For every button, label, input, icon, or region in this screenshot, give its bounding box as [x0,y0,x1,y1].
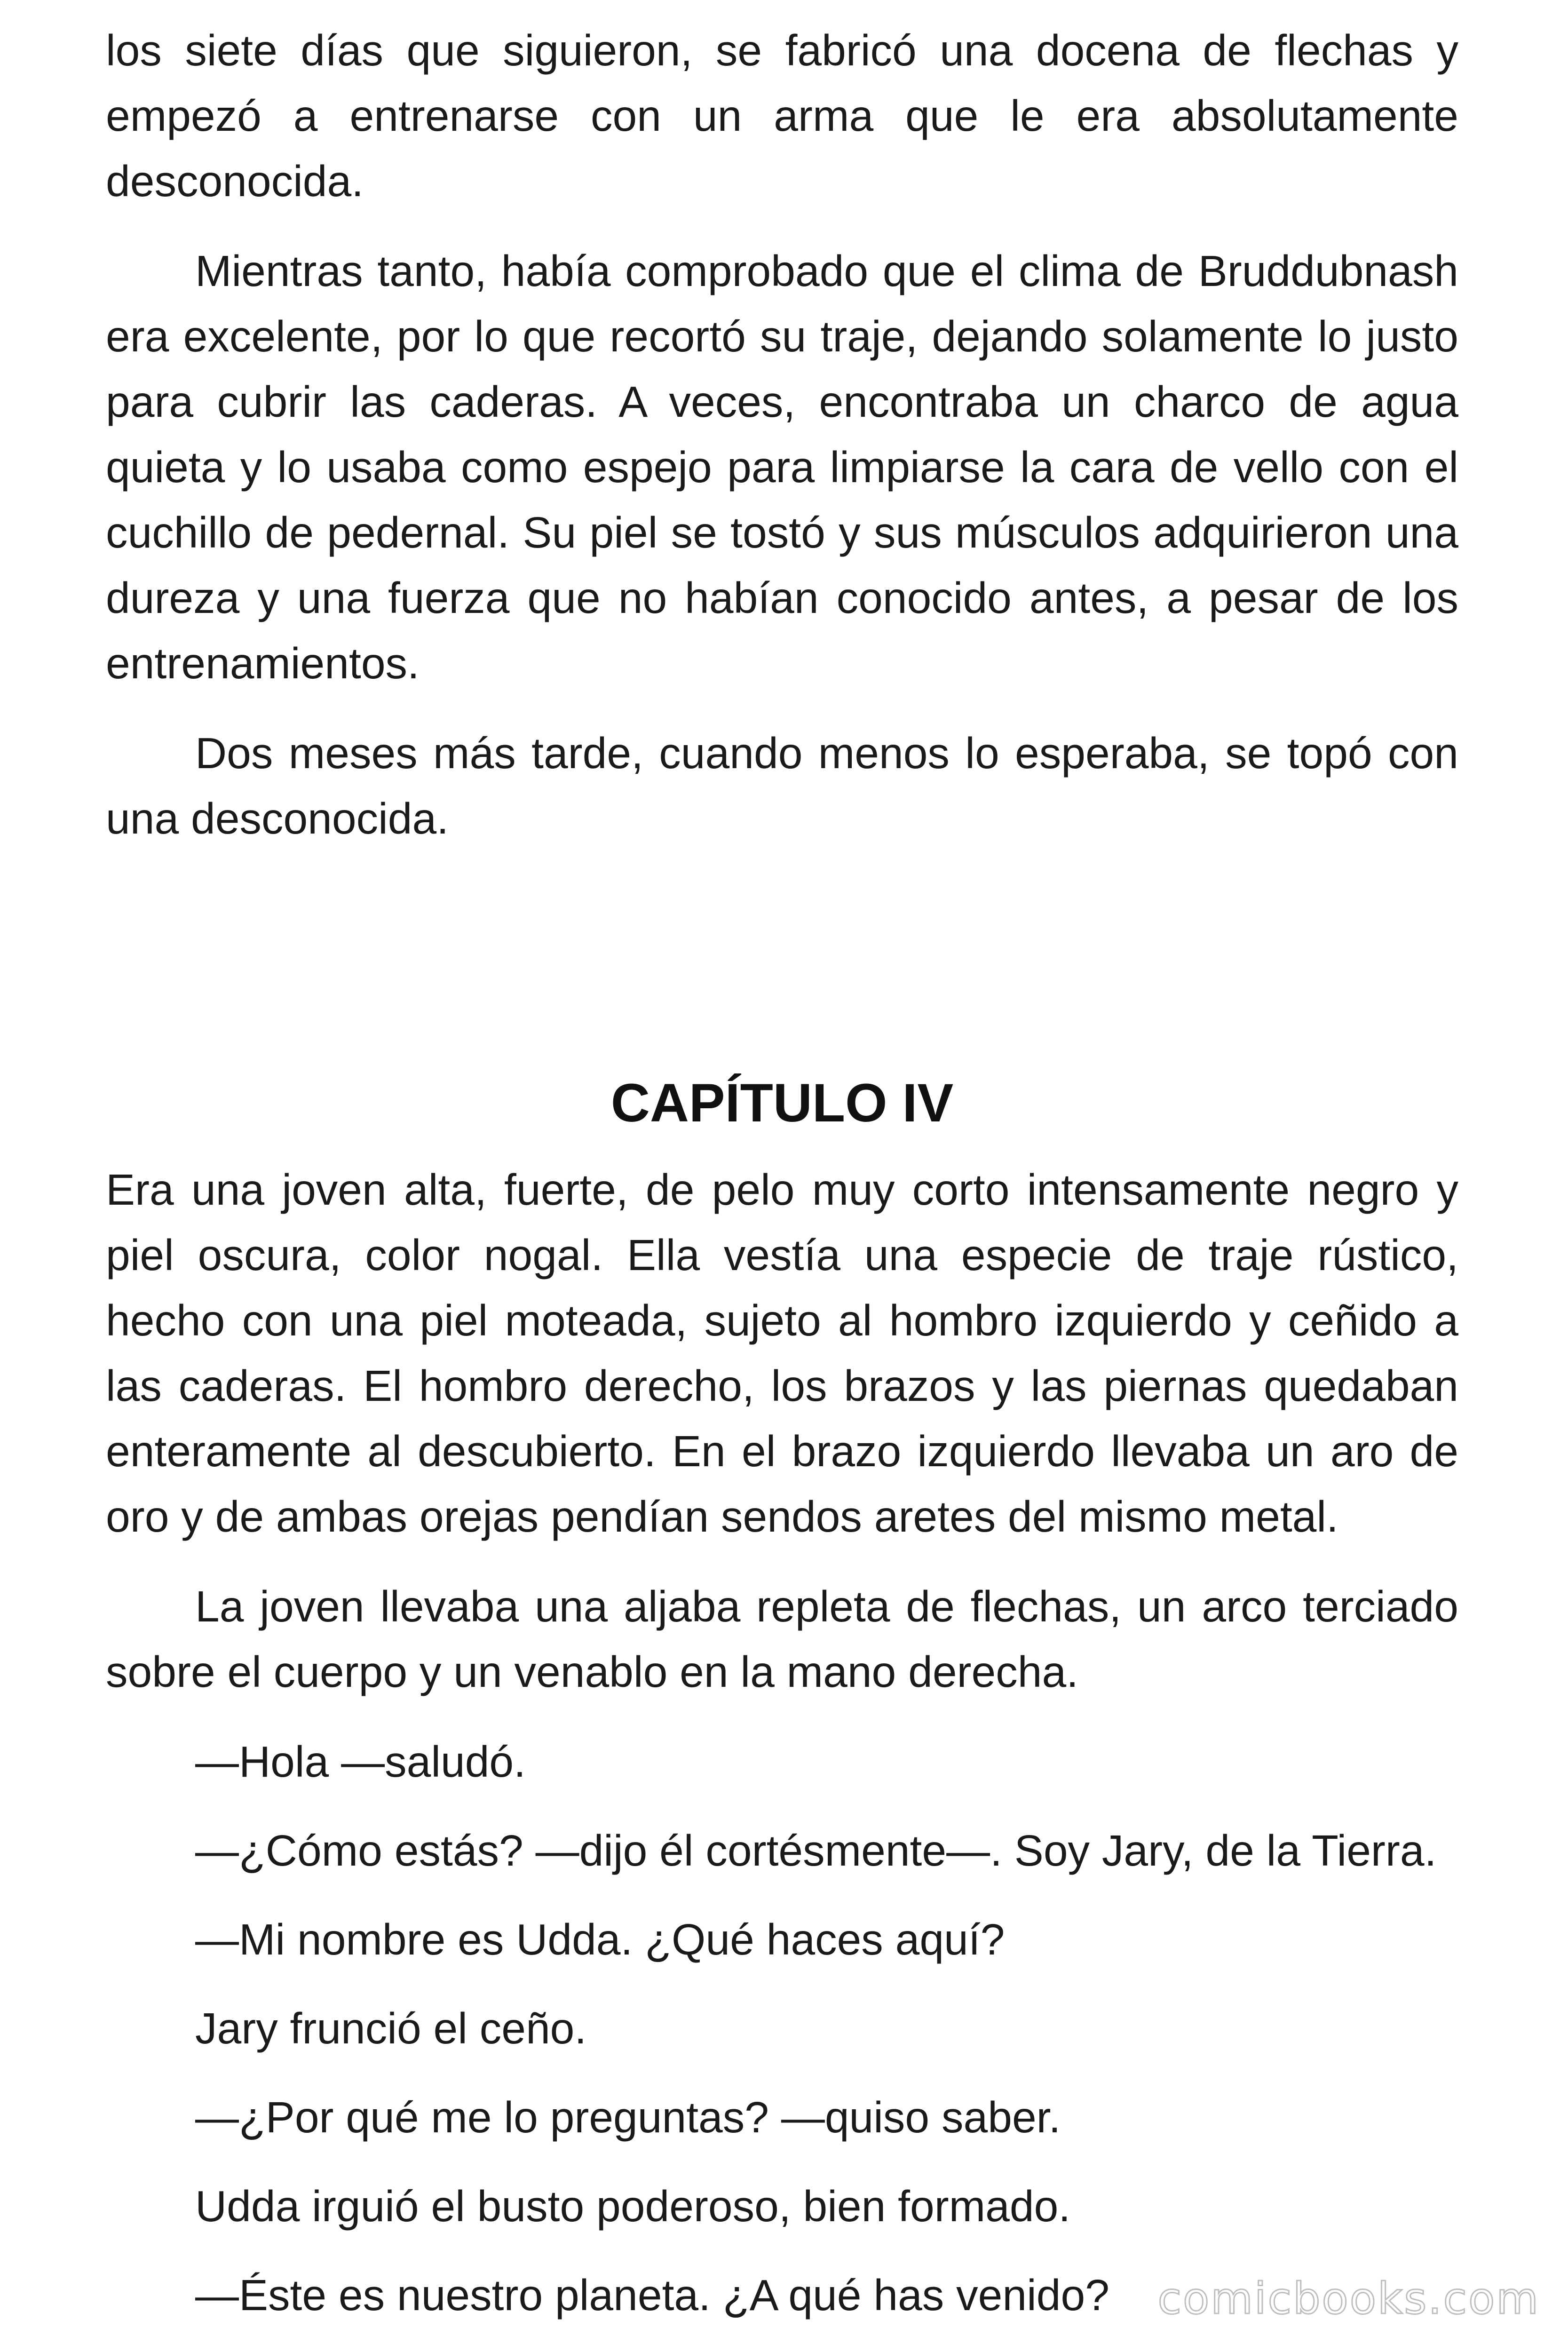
book-page [106,18,1458,2352]
paragraph: Mientras tanto, había comprobado que el clima de Bruddubnash era excelente, por lo que recortó su traje, dejando solamente lo justo para cubrir las caderas. A veces, encontraba un charco de agua quieta y lo usaba como espejo para limpiarse la cara de vello con el cuchillo de pedernal. Su piel se tostó y sus músculos adquirieron una dureza y una fuerza que no habían conocido antes, a pesar de los entrenamientos. [106,246,1458,688]
dialogue-line: —¿Por qué me lo preguntas? —quiso saber. [195,2093,1061,2142]
dialogue-line: —¿Cómo estás? —dijo él cortésmente—. Soy Jary, de la Tierra. [195,1826,1437,1875]
dialogue-line: —Mi nombre es Udda. ¿Qué haces aquí? [195,1915,1005,1964]
paragraph: los siete días que siguieron, se fabricó una docena de flechas y empezó a entrenarse con un arma que le era absolutamente desconocida. [106,26,1458,206]
paragraph: La joven llevaba una aljaba repleta de flechas, un arco terciado sobre el cuerpo y un venablo en la mano derecha. [106,1582,1458,1696]
dialogue-line: Udda irguió el busto poderoso, bien formado. [195,2182,1071,2231]
watermark: comicbooks.com [1157,2273,1540,2324]
dialogue-line: Jary frunció el ceño. [195,2004,587,2053]
dialogue-line: —Éste es nuestro planeta. ¿A qué has venido? [195,2271,1109,2320]
dialogue-line: —Hola —saludó. [195,1737,526,1786]
section-break [106,876,1458,1063]
paragraph: Era una joven alta, fuerte, de pelo muy corto intensamente negro y piel oscura, color nogal. Ella vestía una especie de traje rústico, hecho con una piel moteada, sujeto al hombro izquierdo y ceñido a las caderas. El hombro derecho, los brazos y las piernas quedaban enteramente al descubierto. En el brazo izquierdo llevaba un aro de oro y de ambas orejas pendían sendos aretes del mismo metal. [106,1165,1458,1541]
chapter-title: CAPÍTULO IV [610,1073,954,1133]
paragraph: Dos meses más tarde, cuando menos lo esperaba, se topó con una desconocida. [106,729,1458,843]
